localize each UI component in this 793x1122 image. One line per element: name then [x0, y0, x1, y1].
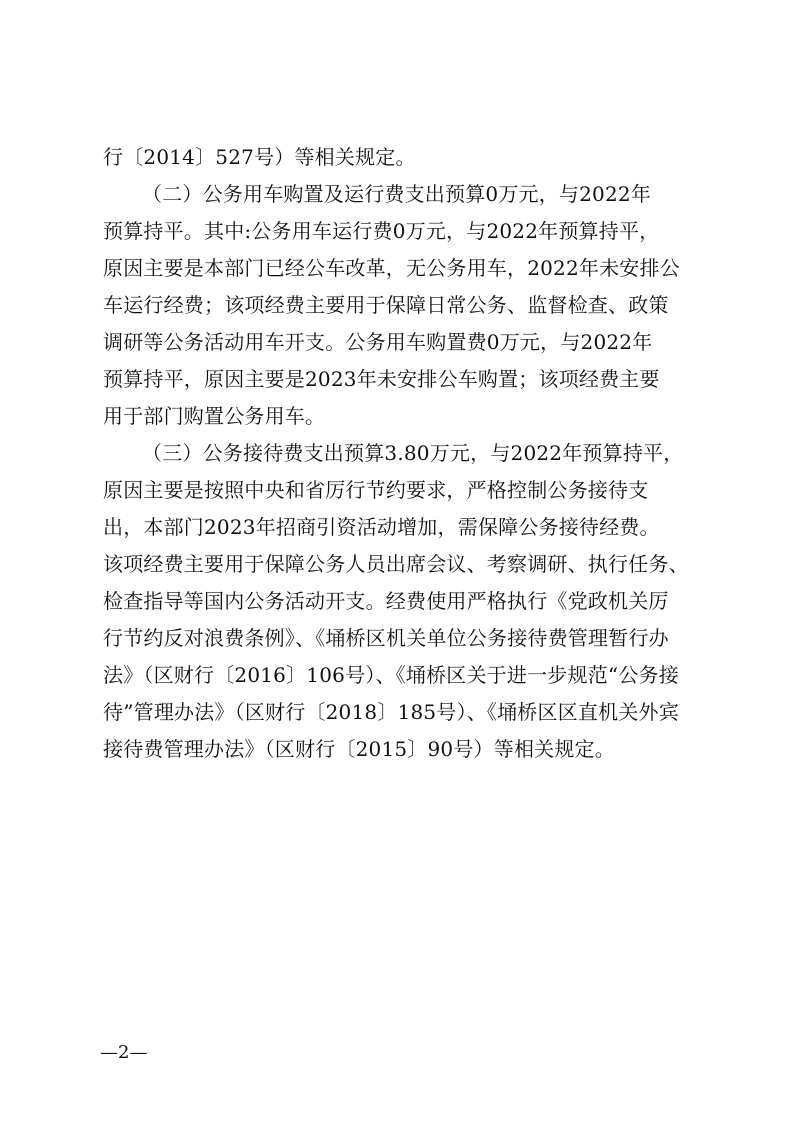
body-line: 用于部门购置公务用车。 [103, 404, 326, 428]
body-line: 预算持平，原因主要是2023年未安排公车购置；该项经费主要 [103, 367, 660, 391]
paragraph-3-line: （三）公务接待费支出预算3.80万元，与2022年预算持平， [142, 441, 684, 465]
page-number: —2— [100, 1042, 148, 1063]
document-body [103, 139, 693, 768]
body-line: 原因主要是按照中央和省厉行节约要求，严格控制公务接待支 [103, 478, 649, 502]
body-line: 法》（区财行〔2016〕106号）、《埇桥区关于进一步规范“公务接 [103, 663, 679, 687]
body-line: 待”管理办法》（区财行〔2018〕185号）、《埇桥区区直机关外宾 [103, 700, 679, 724]
body-line: 该项经费主要用于保障公务人员出席会议、考察调研、执行任务、 [103, 552, 689, 576]
paragraph-2-line: （二）公务用车购置及运行费支出预算0万元，与2022年 [142, 182, 652, 206]
body-line: 原因主要是本部门已经公车改革，无公务用车，2022年未安排公 [103, 256, 680, 280]
body-line: 行〔2014〕527号）等相关规定。 [103, 145, 416, 169]
body-line: 调研等公务活动用车开支。公务用车购置费0万元，与2022年 [103, 330, 653, 354]
body-line: 车运行经费；该项经费主要用于保障日常公务、监督检查、政策 [103, 293, 669, 317]
body-line: 行节约反对浪费条例》、《埇桥区机关单位公务接待费管理暂行办 [103, 626, 669, 650]
body-line: 出，本部门2023年招商引资活动增加，需保障公务接待经费。 [103, 515, 660, 539]
body-line: 预算持平。其中:公务用车运行费0万元，与2022年预算持平， [103, 219, 660, 243]
body-line: 接待费管理办法》（区财行〔2015〕90号）等相关规定。 [103, 737, 615, 761]
body-line: 检查指导等国内公务活动开支。经费使用严格执行《党政机关厉 [103, 589, 669, 613]
